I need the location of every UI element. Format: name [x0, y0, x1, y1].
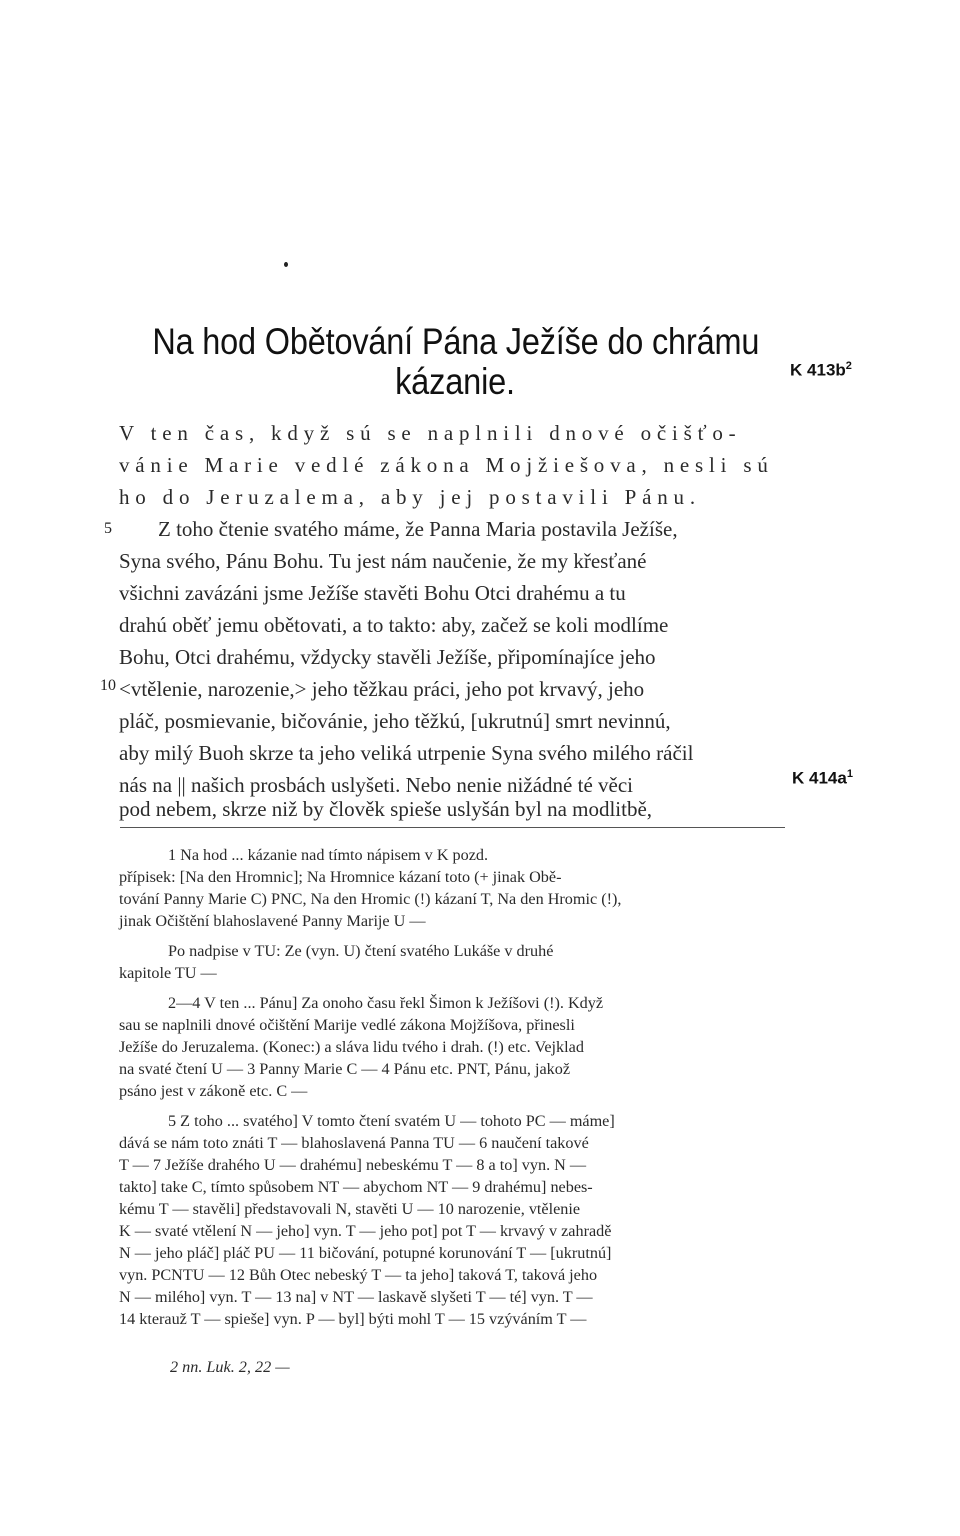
footnote-line: N — jeho pláč] pláč PU — 11 bičování, potupné korunování T — [ukrutnú]: [119, 1244, 612, 1262]
body-line: <vtělenie, narozenie,> jeho těžkau práci, jeho pot krvavý, jeho: [119, 677, 645, 701]
footnote-line: 2—4 V ten ... Pánu] Za onoho času řekl Šimon k Ježíšovi (!). Když: [168, 994, 604, 1012]
line-number: 5: [104, 520, 112, 537]
bottom-note: 2 nn. Luk. 2, 22 —: [170, 1358, 290, 1376]
footnote-line: kapitole TU —: [119, 964, 217, 982]
ink-speck: [284, 262, 288, 267]
body-line: pod nebem, skrze niž by člověk spieše uslyšán byl na modlitbě,: [119, 797, 653, 821]
reading-line: V ten čas, když sú se naplnili dnové očišťo-: [119, 421, 742, 445]
footnote-line: na svaté čtení U — 3 Panny Marie C — 4 Pánu etc. PNT, Pánu, jakož: [119, 1060, 571, 1078]
body-line: Syna svého, Pánu Bohu. Tu jest nám naučenie, že my křesťané: [119, 549, 647, 573]
body-line: Bohu, Otci drahému, vždycky stavěli Ježíše, připomínajíce jeho: [119, 645, 656, 669]
footnote-line: psáno jest v zákoně etc. C —: [119, 1082, 308, 1100]
footnote-line: K — svaté vtělení N — jeho] vyn. T — jeho pot] pot T — krvavý v zahradě: [119, 1222, 612, 1240]
reading-line: ho do Jeruzalema, aby jej postavili Pánu.: [119, 485, 701, 509]
footnote-line: 14 kterauž T — spieše] vyn. P — byl] býti mohl T — 15 vzýváním T —: [119, 1310, 587, 1328]
body-line: aby milý Buoh skrze ta jeho veliká utrpenie Syna svého milého ráčil: [119, 741, 694, 765]
body-line: drahú oběť jemu obětovati, a to takto: aby, začež se koli modlíme: [119, 613, 669, 637]
footnote-line: N — milého] vyn. T — 13 na] v NT — laskavě slyšeti T — té] vyn. T —: [119, 1288, 593, 1306]
margin-reference: K $413b^2$: [790, 360, 852, 380]
body-line: Z toho čtenie svatého máme, že Panna Maria postavila Ježíše,: [158, 517, 678, 541]
footnote-line: takto] take C, tímto spůsobem NT — abychom NT — 9 drahému] nebes-: [119, 1178, 593, 1196]
footnote-line: Po nadpise v TU: Ze (vyn. U) čtení svatého Lukáše v druhé: [168, 942, 554, 960]
footnote-line: T — 7 Ježíše drahého U — drahému] nebeskému T — 8 a to] vyn. N —: [119, 1156, 587, 1174]
footnote-line: sau se naplnili dnové očištění Marije vedlé zákona Mojžíšova, přinesli: [119, 1016, 575, 1034]
footnote-divider: [120, 827, 785, 828]
footnote-line: tování Panny Marie C) PNC, Na den Hromic (!) kázaní T, Na den Hromic (!),: [119, 890, 622, 908]
line-number: 10: [100, 677, 116, 694]
footnote-line: vyn. PCNTU — 12 Bůh Otec nebeský T — ta jeho] taková T, taková jeho: [119, 1266, 598, 1284]
page-title-continuation: kázanie.: [395, 361, 515, 402]
margin-reference: K $414a^1$: [792, 768, 853, 788]
footnote-line: jinak Očištění blahoslavené Panny Marije U —: [119, 912, 426, 930]
reading-line: vánie Marie vedlé zákona Mojžiešova, nesli sú: [119, 453, 774, 477]
body-line: všichni zavázáni jsme Ježíše stavěti Bohu Otci drahému a tu: [119, 581, 626, 605]
footnote-line: 5 Z toho ... svatého] V tomto čtení svatém U — tohoto PC — máme]: [168, 1112, 615, 1130]
footnote-line: přípisek: [Na den Hromnic]; Na Hromnice kázaní toto (+ jinak Obě-: [119, 868, 562, 886]
footnote-line: dává se nám toto znáti T — blahoslavená Panna TU — 6 naučení takové: [119, 1134, 589, 1152]
footnote-line: kému T — stavěli] představovali N, stavěti U — 10 narozenie, vtělenie: [119, 1200, 581, 1218]
footnote-line: Ježíše do Jeruzalema. (Konec:) a sláva lidu tvého i drah. (!) etc. Vejklad: [119, 1038, 584, 1056]
body-line: nás na || našich prosbách uslyšeti. Nebo nenie nižádné té věci: [119, 773, 633, 797]
page-title: Na hod Obětování Pána Ježíše do chrámu: [152, 321, 760, 362]
body-line: pláč, posmievanie, bičovánie, jeho těžkú, [ukrutnú] smrt nevinnú,: [119, 709, 671, 733]
footnote-line: 1 Na hod ... kázanie nad tímto nápisem v K pozd.: [168, 846, 489, 864]
